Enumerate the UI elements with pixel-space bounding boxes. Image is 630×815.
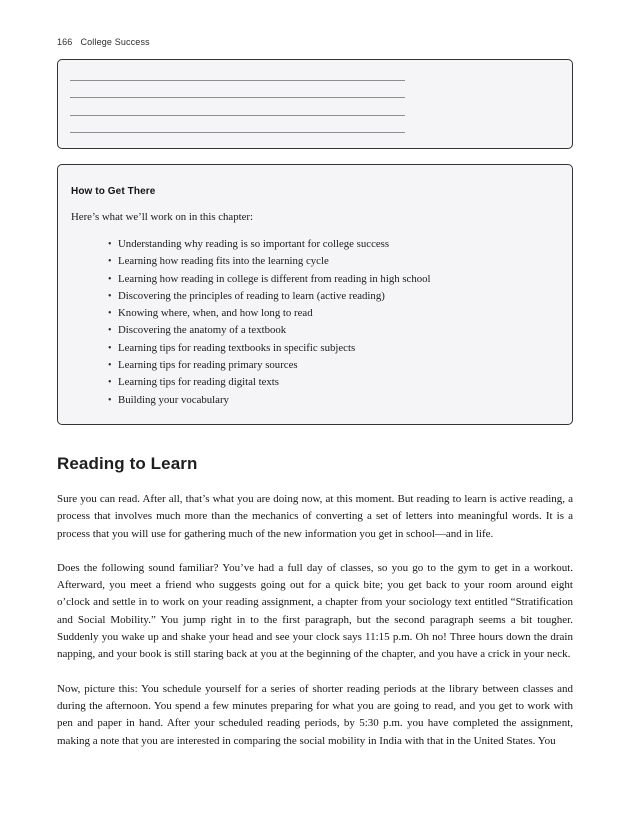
- paragraph-1: Sure you can read. After all, that’s what you are doing now, at this moment. But reading to learn is active reading, a process that involves much more than the mechanics of converting a set of letters into meaningful words. It is a process that you will use for gathering much of the new information you get in school—and in life.: [57, 493, 573, 540]
- book-title: College Success: [80, 37, 150, 47]
- overview-item: • Building your vocabulary: [108, 392, 558, 409]
- overview-title: How to Get There: [71, 186, 156, 197]
- overview-item: • Discovering the principles of reading to learn (active reading): [108, 288, 558, 305]
- page-number: 166: [57, 37, 73, 47]
- writing-line: [70, 132, 405, 133]
- overview-item: • Knowing where, when, and how long to read: [108, 305, 558, 322]
- chapter-overview-box: [57, 164, 573, 425]
- writing-line: [70, 80, 405, 81]
- section-heading: Reading to Learn: [57, 454, 198, 473]
- overview-item: • Discovering the anatomy of a textbook: [108, 322, 558, 339]
- overview-item: • Learning tips for reading primary sources: [108, 357, 558, 374]
- paragraph-2: Does the following sound familiar? You’ve had a full day of classes, so you go to the gym to get in a workout. Afterward, you meet a friend who suggests going out for a quick bite; you get back to your room around eight o’clock and settle in to work on your reading assignment, a chapter from your sociology text entitled “Stratification and Social Mobility.” You jump right in to the first paragraph, but the second paragraph seems a bit tougher. Suddenly you wake up and shake your head and see your clock says 11:15 p.m. Oh no! Three hours down the drain napping, and your book is still staring back at you at the beginning of the chapter, and you have a crick in your neck.: [57, 561, 573, 661]
- writing-line: [70, 115, 405, 116]
- overview-list: [71, 236, 558, 409]
- overview-item: • Learning tips for reading digital texts: [108, 374, 558, 391]
- overview-item: • Learning tips for reading textbooks in specific subjects: [108, 340, 558, 357]
- overview-item: • Learning how reading fits into the learning cycle: [108, 253, 558, 270]
- overview-item: • Understanding why reading is so important for college success: [108, 236, 558, 253]
- paragraph-3: Now, picture this: You schedule yourself for a series of shorter reading periods at the library between classes and during the afternoon. You spend a few minutes preparing for what you are going to read, and you get to work with pen and paper in hand. After your scheduled reading periods, by 5:30 p.m. you have completed the assignment, making a note that you are interested in comparing the social mobility in India with that in the United States. You: [57, 682, 573, 747]
- overview-intro: Here’s what we’ll work on in this chapter:: [71, 211, 253, 223]
- notes-box: [57, 59, 573, 149]
- page-header: [57, 37, 573, 48]
- overview-item: • Learning how reading in college is different from reading in high school: [108, 271, 558, 288]
- writing-line: [70, 97, 405, 98]
